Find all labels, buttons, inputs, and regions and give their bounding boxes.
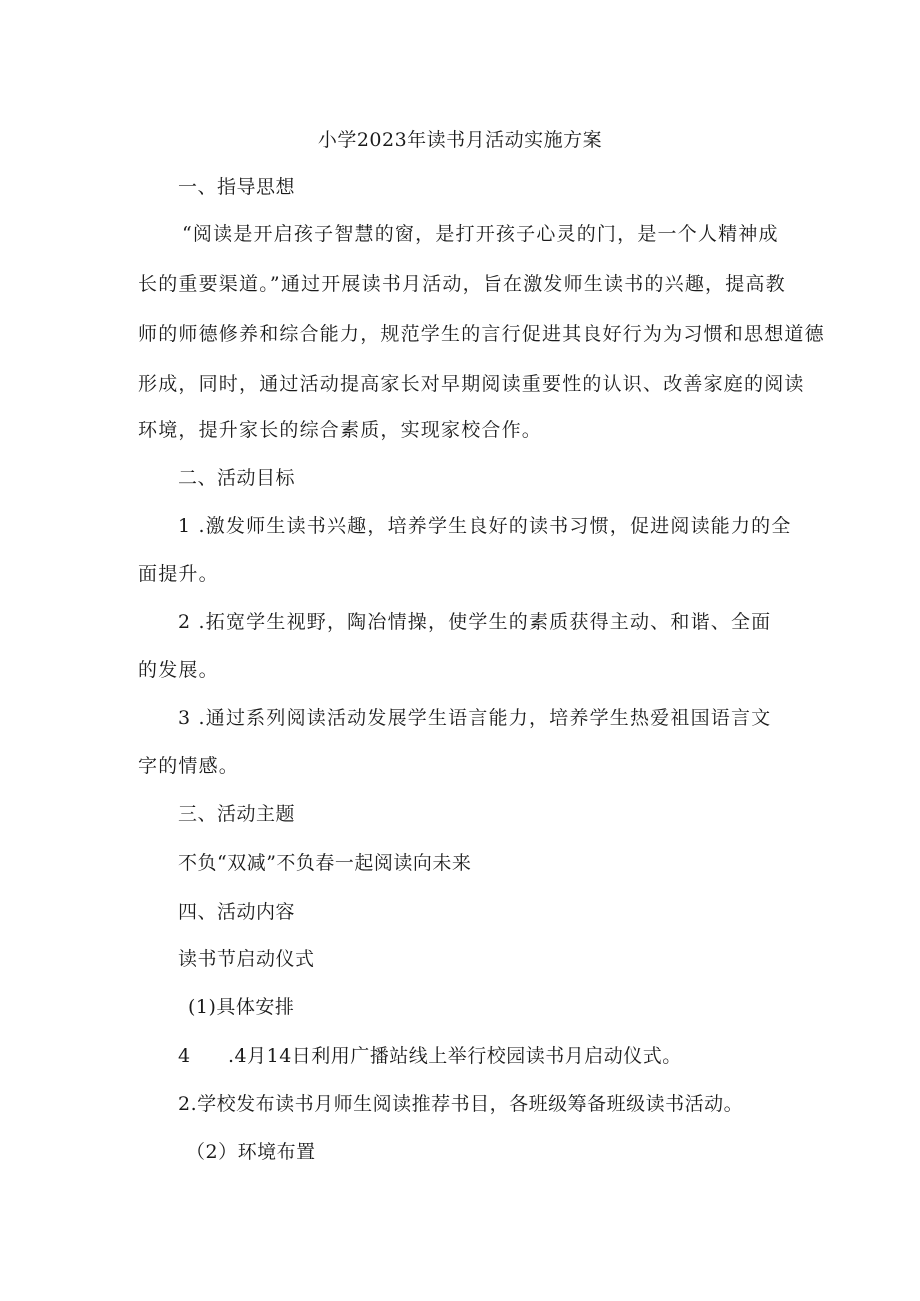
document-title: 小学2023年读书月活动实施方案 (317, 129, 603, 151)
arrangement-item-text: .4月14日利用广播站线上举行校园读书月启动仪式。 (228, 1045, 682, 1067)
goal-item-line: 面提升。 (138, 563, 219, 585)
launch-ceremony-heading: 读书节启动仪式 (178, 948, 315, 970)
goal-item-line: 的发展。 (138, 659, 219, 681)
arrangement-subheading: (1)具体安排 (188, 996, 295, 1018)
section1-heading: 一、指导思想 (178, 176, 296, 198)
section1-paragraph-line: 师的师德修养和综合能力，规范学生的言行促进其良好行为为习惯和思想道德 (138, 323, 825, 345)
goal-item-line: 3 .通过系列阅读活动发展学生语言能力，培养学生热爱祖国语言文 (178, 707, 772, 729)
goal-item-line: 字的情感。 (138, 755, 240, 777)
section1-paragraph-line: 环境，提升家长的综合素质，实现家校合作。 (138, 419, 543, 441)
arrangement-item: 2.学校发布读书月师生阅读推荐书目，各班级筹备班级读书活动。 (178, 1093, 744, 1115)
section3-heading: 三、活动主题 (178, 803, 296, 825)
goal-item-line: 2 .拓宽学生视野，陶冶情操，使学生的素质获得主动、和谐、全面 (178, 611, 772, 633)
activity-theme: 不负“双减”不负春一起阅读向未来 (178, 852, 472, 874)
section4-heading: 四、活动内容 (178, 901, 296, 923)
section1-paragraph-line: 形成，同时，通过活动提高家长对早期阅读重要性的认识、改善家庭的阅读 (138, 373, 805, 395)
environment-subheading: （2）环境布置 (186, 1141, 316, 1163)
section2-heading: 二、活动目标 (178, 467, 296, 489)
arrangement-item (178, 1044, 682, 1068)
section1-paragraph-line: “阅读是开启孩子智慧的窗，是打开孩子心灵的门，是一个人精神成 (182, 223, 779, 245)
arrangement-item-number: 4 (178, 1045, 191, 1067)
goal-item-line: 1 .激发师生读书兴趣，培养学生良好的读书习惯，促进阅读能力的全 (178, 515, 792, 537)
section1-paragraph-line: 长的重要渠道。”通过开展读书月活动，旨在激发师生读书的兴趣，提高教 (138, 273, 786, 295)
